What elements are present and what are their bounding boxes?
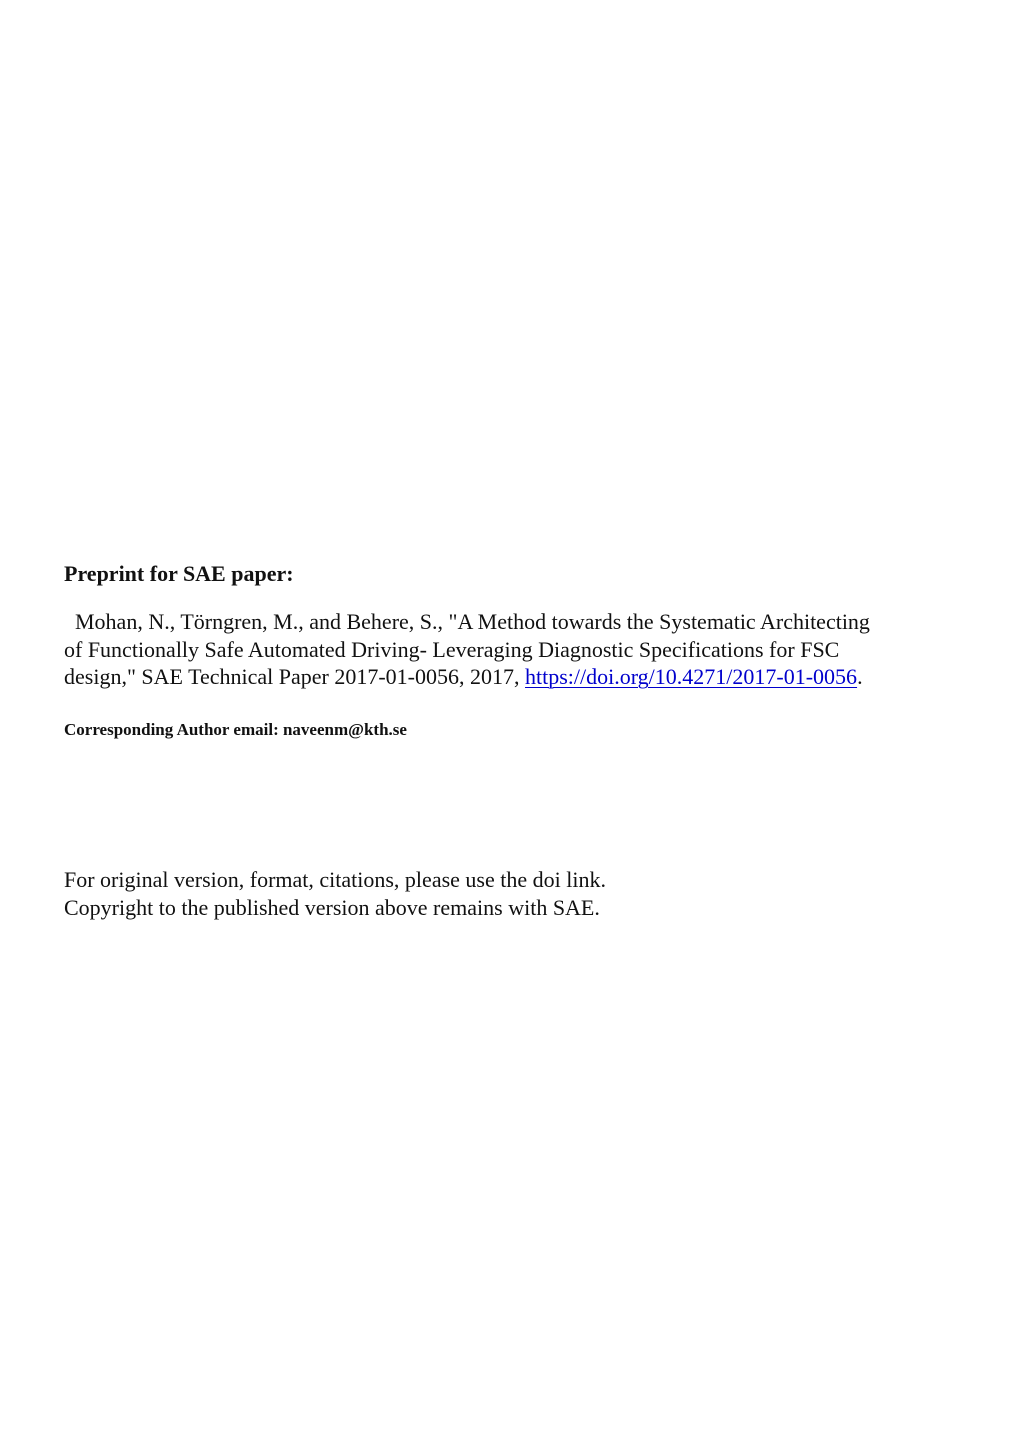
notice-line-1: For original version, format, citations, please use the doi link. <box>64 867 606 892</box>
notice-line-2: Copyright to the published version above remains with SAE. <box>64 895 600 920</box>
citation-line-3-period: . <box>857 664 863 689</box>
citation-line-3 <box>64 663 964 691</box>
doi-link[interactable]: https://doi.org/10.4271/2017-01-0056 <box>525 664 858 689</box>
corresponding-author-email: Corresponding Author email: naveenm@kth.se <box>64 720 407 739</box>
citation-line-2: of Functionally Safe Automated Driving- Leveraging Diagnostic Specifications for FSC <box>64 636 840 662</box>
citation-line-1: Mohan, N., Törngren, M., and Behere, S., "A Method towards the Systematic Architecting <box>75 609 870 634</box>
copyright-notice <box>64 866 606 922</box>
preprint-heading: Preprint for SAE paper: <box>64 561 294 586</box>
citation-paragraph <box>64 608 964 691</box>
citation-line-3-text: design," SAE Technical Paper 2017-01-0056, 2017, <box>64 664 526 689</box>
